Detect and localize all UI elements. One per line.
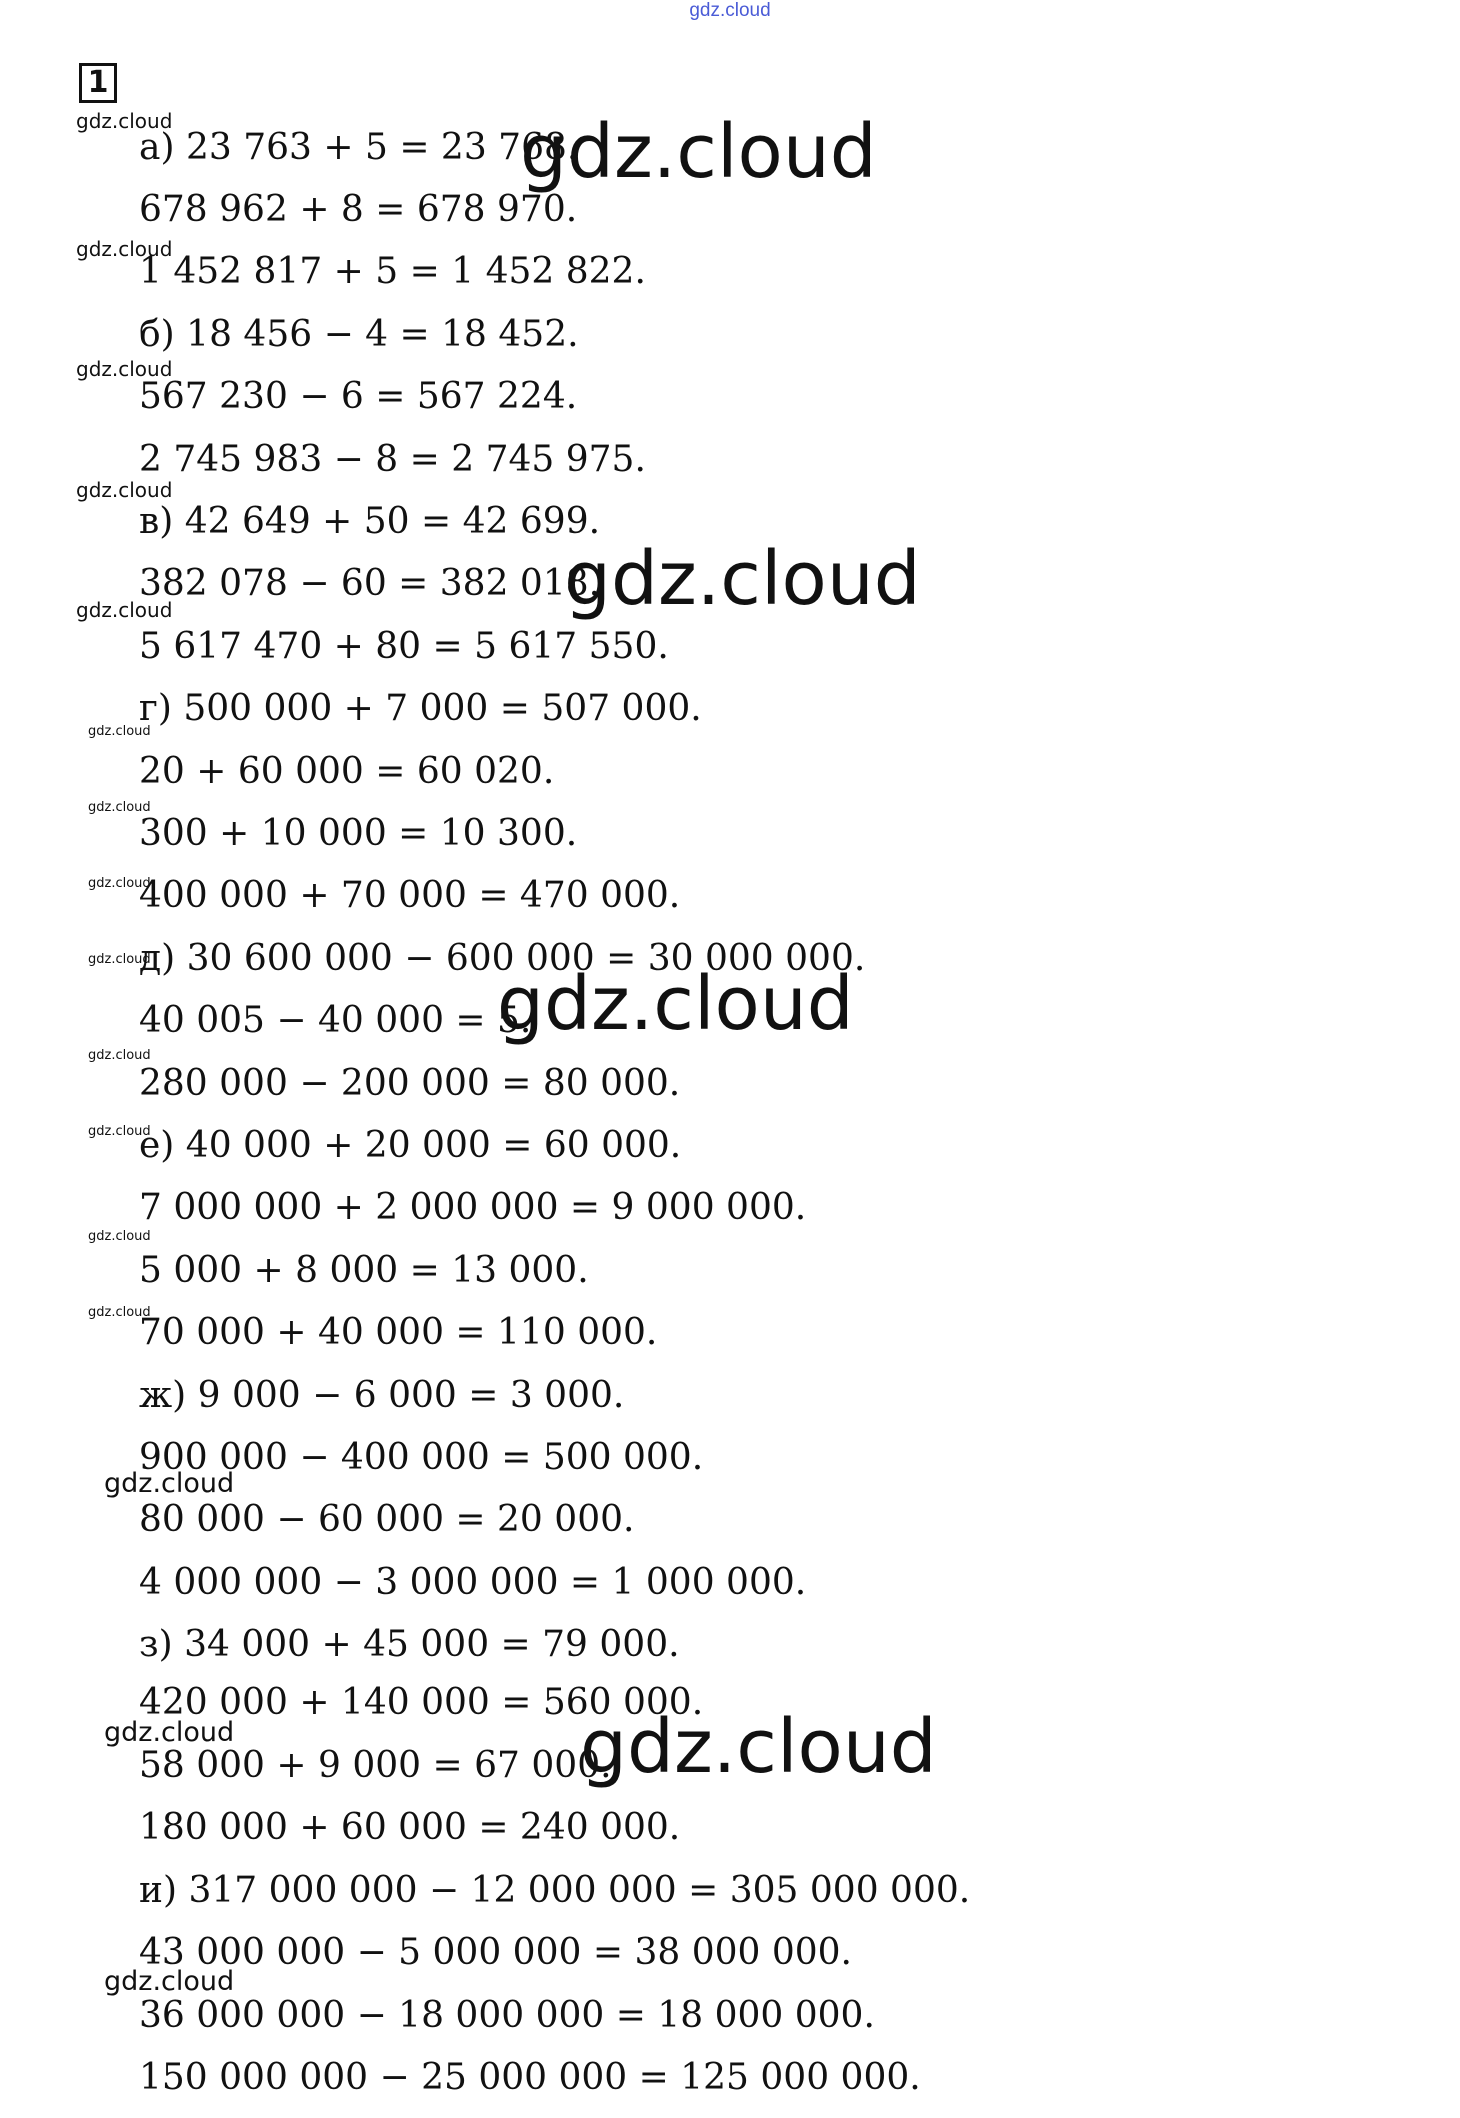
equation-line: 43 000 000 − 5 000 000 = 38 000 000. — [139, 1932, 853, 1973]
equation-line: д) 30 600 000 − 600 000 = 30 000 000. — [139, 938, 866, 979]
watermark-medium: gdz.cloud — [104, 1966, 235, 1997]
equation-line: 58 000 + 9 000 = 67 000. — [139, 1745, 612, 1786]
watermark-tiny: gdz.cloud — [88, 724, 151, 739]
equation-line: 7 000 000 + 2 000 000 = 9 000 000. — [139, 1187, 807, 1228]
equation-line: в) 42 649 + 50 = 42 699. — [139, 501, 601, 542]
equation-line: ж) 9 000 − 6 000 = 3 000. — [139, 1375, 625, 1416]
watermark-large: gdz.cloud — [497, 961, 854, 1047]
equation-line: 300 + 10 000 = 10 300. — [139, 813, 578, 854]
equation-line: 150 000 000 − 25 000 000 = 125 000 000. — [139, 2057, 921, 2098]
watermark-tiny: gdz.cloud — [88, 952, 151, 967]
watermark-medium: gdz.cloud — [104, 1468, 235, 1499]
equation-line: 5 617 470 + 80 = 5 617 550. — [139, 626, 669, 667]
watermark-tiny: gdz.cloud — [88, 876, 151, 891]
equation-line: 567 230 − 6 = 567 224. — [139, 376, 578, 417]
watermark-small: gdz.cloud — [76, 478, 173, 502]
equation-line: 70 000 + 40 000 = 110 000. — [139, 1312, 658, 1353]
equation-line: 382 078 − 60 = 382 018. — [139, 563, 601, 604]
watermark-medium: gdz.cloud — [104, 1717, 235, 1748]
equation-line: 900 000 − 400 000 = 500 000. — [139, 1437, 704, 1478]
equation-line: 80 000 − 60 000 = 20 000. — [139, 1499, 635, 1540]
equation-line: з) 34 000 + 45 000 = 79 000. — [139, 1624, 680, 1665]
equation-line: и) 317 000 000 − 12 000 000 = 305 000 000. — [139, 1870, 971, 1911]
task-number: 1 — [79, 63, 117, 103]
site-link[interactable]: gdz.cloud — [689, 0, 771, 21]
equation-line: 4 000 000 − 3 000 000 = 1 000 000. — [139, 1562, 807, 1603]
watermark-large: gdz.cloud — [520, 109, 877, 195]
watermark-tiny: gdz.cloud — [88, 800, 151, 815]
equation-line: г) 500 000 + 7 000 = 507 000. — [139, 688, 702, 729]
equation-line: 420 000 + 140 000 = 560 000. — [139, 1682, 704, 1723]
watermark-tiny: gdz.cloud — [88, 1124, 151, 1139]
watermark-tiny: gdz.cloud — [88, 1048, 151, 1063]
equation-line: 180 000 + 60 000 = 240 000. — [139, 1807, 681, 1848]
equation-line: 5 000 + 8 000 = 13 000. — [139, 1250, 589, 1291]
equation-line: 36 000 000 − 18 000 000 = 18 000 000. — [139, 1995, 875, 2036]
watermark-large: gdz.cloud — [580, 1704, 937, 1790]
watermark-small: gdz.cloud — [76, 357, 173, 381]
equation-line: 280 000 − 200 000 = 80 000. — [139, 1063, 681, 1104]
watermark-tiny: gdz.cloud — [88, 1305, 151, 1320]
equation-line: 40 005 − 40 000 = 5. — [139, 1000, 532, 1041]
watermark-small: gdz.cloud — [76, 598, 173, 622]
equation-line: 2 745 983 − 8 = 2 745 975. — [139, 439, 646, 480]
watermark-small: gdz.cloud — [76, 237, 173, 261]
equation-line: б) 18 456 − 4 = 18 452. — [139, 314, 579, 355]
equation-line: а) 23 763 + 5 = 23 768. — [139, 127, 579, 168]
equation-line: 678 962 + 8 = 678 970. — [139, 189, 578, 230]
watermark-small: gdz.cloud — [76, 109, 173, 133]
equation-line: 400 000 + 70 000 = 470 000. — [139, 875, 681, 916]
equation-line: е) 40 000 + 20 000 = 60 000. — [139, 1125, 682, 1166]
equation-line: 1 452 817 + 5 = 1 452 822. — [139, 251, 646, 292]
watermark-large: gdz.cloud — [564, 536, 921, 622]
equation-line: 20 + 60 000 = 60 020. — [139, 751, 555, 792]
watermark-tiny: gdz.cloud — [88, 1229, 151, 1244]
